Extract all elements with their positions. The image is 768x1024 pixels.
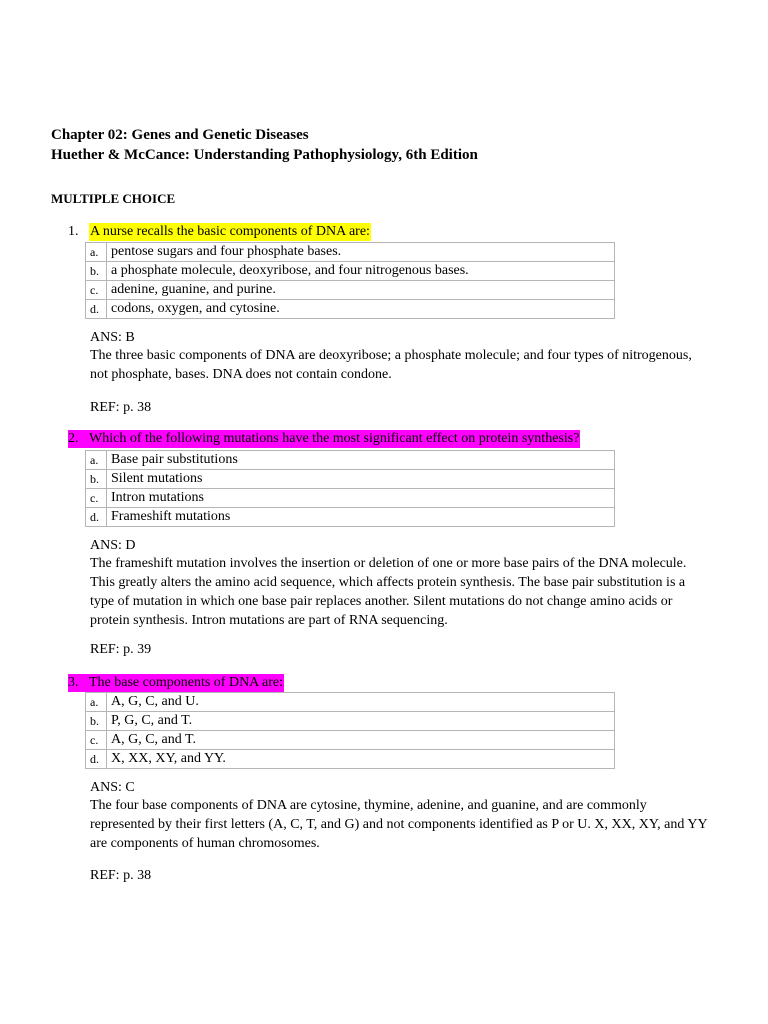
option-row[interactable] <box>86 300 615 319</box>
option-row[interactable] <box>86 470 615 489</box>
chapter-title: Chapter 02: Genes and Genetic Diseases <box>51 127 309 143</box>
option-text: X, XX, XY, and YY. <box>107 750 615 769</box>
option-text: A, G, C, and U. <box>107 693 615 712</box>
option-row[interactable] <box>86 750 615 769</box>
reference: REF: p. 38 <box>90 868 152 883</box>
option-text: a phosphate molecule, deoxyribose, and four nitrogenous bases. <box>107 262 615 281</box>
answer-key: ANS: C <box>90 780 135 795</box>
option-row[interactable] <box>86 489 615 508</box>
option-letter: b. <box>86 470 107 489</box>
option-text: codons, oxygen, and cytosine. <box>107 300 615 319</box>
option-row[interactable] <box>86 693 615 712</box>
answer-key: ANS: B <box>90 330 135 345</box>
rationale: The three basic components of DNA are deoxyribose; a phosphate molecule; and four types of nitrogenous, not phosphate, bases. DNA does not contain condone. <box>90 348 692 382</box>
option-text: P, G, C, and T. <box>107 712 615 731</box>
book-subtitle: Huether & McCance: Understanding Pathophysiology, 6th Edition <box>51 147 478 163</box>
rationale: The four base components of DNA are cytosine, thymine, adenine, and guanine, and are commonly represented by their first letters (A, C, T, and G) and not components identified as P or U. X, XX, XY, and YY are components of human chromosomes. <box>90 798 708 851</box>
answer-options-table <box>85 450 615 527</box>
option-letter: b. <box>86 262 107 281</box>
option-text: Intron mutations <box>107 489 615 508</box>
option-letter: a. <box>86 451 107 470</box>
option-letter: a. <box>86 243 107 262</box>
question-number: 1. <box>68 224 79 239</box>
option-text: pentose sugars and four phosphate bases. <box>107 243 615 262</box>
option-row[interactable] <box>86 508 615 527</box>
question-stem-highlight <box>68 430 580 448</box>
option-row[interactable] <box>86 243 615 262</box>
answer-options-table <box>85 242 615 319</box>
option-text: Base pair substitutions <box>107 451 615 470</box>
option-letter: c. <box>86 281 107 300</box>
rationale: The frameshift mutation involves the insertion or deletion of one or more base pairs of the DNA molecule. This greatly alters the amino acid sequence, which affects protein synthesis. The base pair substitution is a type of mutation in which one base pair replaces another. Silent mutations do not change amino acids or protein synthesis. Intron mutations are part of RNA sequencing. <box>90 556 687 628</box>
option-letter: c. <box>86 731 107 750</box>
question-number: 2. <box>68 431 79 446</box>
option-letter: a. <box>86 693 107 712</box>
option-text: adenine, guanine, and purine. <box>107 281 615 300</box>
option-letter: c. <box>86 489 107 508</box>
question-stem-highlight <box>68 674 284 692</box>
section-heading: MULTIPLE CHOICE <box>51 191 176 206</box>
option-letter: d. <box>86 508 107 527</box>
option-letter: d. <box>86 300 107 319</box>
option-row[interactable] <box>86 262 615 281</box>
question-stem: A nurse recalls the basic components of DNA are: <box>90 224 370 239</box>
option-text: A, G, C, and T. <box>107 731 615 750</box>
option-row[interactable] <box>86 731 615 750</box>
reference: REF: p. 39 <box>90 642 152 657</box>
option-row[interactable] <box>86 451 615 470</box>
option-letter: b. <box>86 712 107 731</box>
option-letter: d. <box>86 750 107 769</box>
question-stem: The base components of DNA are: <box>89 675 283 690</box>
option-row[interactable] <box>86 281 615 300</box>
option-text: Silent mutations <box>107 470 615 489</box>
question-number: 3. <box>68 675 79 690</box>
option-text: Frameshift mutations <box>107 508 615 527</box>
question-stem: Which of the following mutations have the most significant effect on protein synthesis? <box>89 431 580 446</box>
reference: REF: p. 38 <box>90 400 152 415</box>
option-row[interactable] <box>86 712 615 731</box>
answer-key: ANS: D <box>90 538 136 553</box>
answer-options-table <box>85 692 615 769</box>
